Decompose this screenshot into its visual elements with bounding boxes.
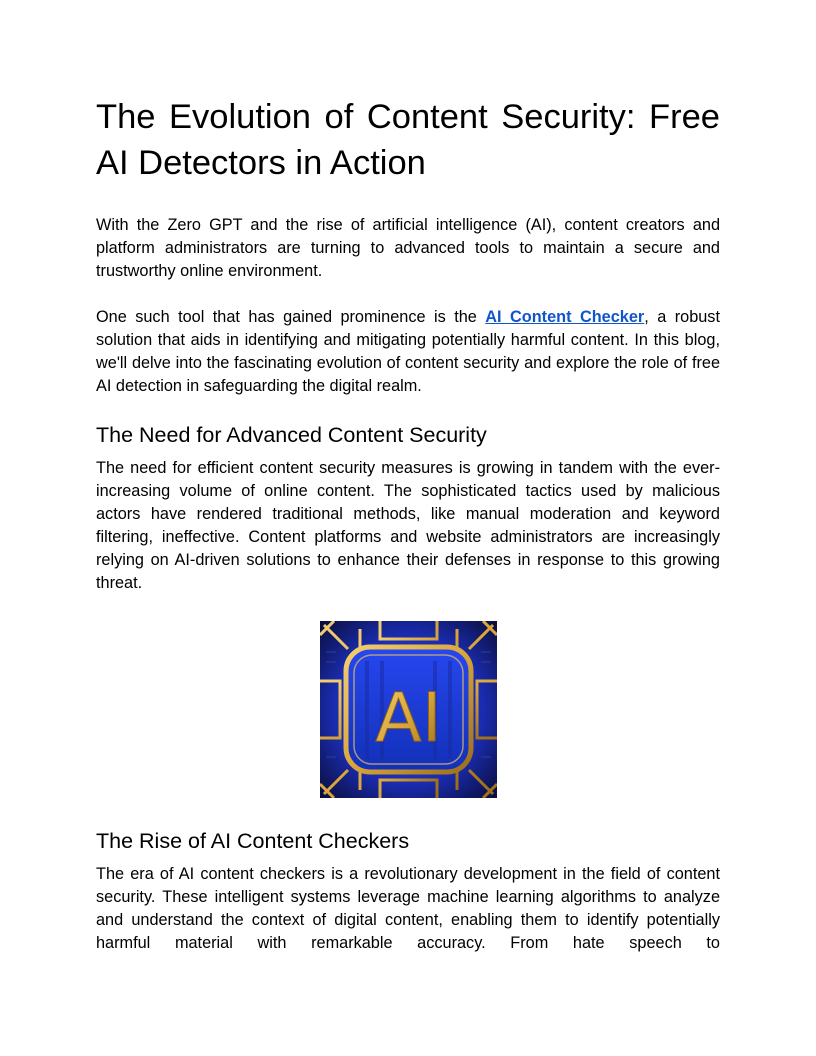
second-paragraph — [96, 306, 720, 398]
section-heading-rise: The Rise of AI Content Checkers — [96, 829, 410, 853]
section-paragraph-need: The need for efficient content security measures is growing in tandem with the ever-increasing volume of online content. The sophisticated tactics used by malicious actors have rendered traditional methods, like manual moderation and keyword filtering, ineffective. Content platforms and website administrators are increasingly relying on AI-driven solutions to enhance their defenses in response to this growing threat. — [96, 459, 720, 592]
section-heading-need: The Need for Advanced Content Security — [96, 423, 487, 447]
article-title: The Evolution of Content Security: Free AI Detectors in Action — [96, 98, 720, 182]
second-paragraph-rest: , a robust solution that aids in identifying and mitigating potentially harmful content. In this blog, we'll delve into the fascinating evolution of content security and explore the role of free AI detection in safeguarding the digital realm. — [96, 308, 720, 395]
second-paragraph-lead: One such tool that has gained prominence is the — [96, 308, 486, 326]
intro-paragraph: With the Zero GPT and the rise of artificial intelligence (AI), content creators and platform administrators are turning to advanced tools to maintain a secure and trustworthy online environment. — [96, 216, 720, 280]
ai-content-checker-link[interactable]: AI Content Checker — [485, 308, 645, 326]
ai-chip-image — [320, 621, 497, 798]
section-paragraph-rise: The era of AI content checkers is a revolutionary development in the field of content security. These intelligent systems leverage machine learning algorithms to analyze and understand the context of digital content, enabling them to identify potentially harmful material with remarkable accuracy. From hate speech to — [96, 865, 720, 952]
ai-label: AI — [375, 679, 442, 758]
